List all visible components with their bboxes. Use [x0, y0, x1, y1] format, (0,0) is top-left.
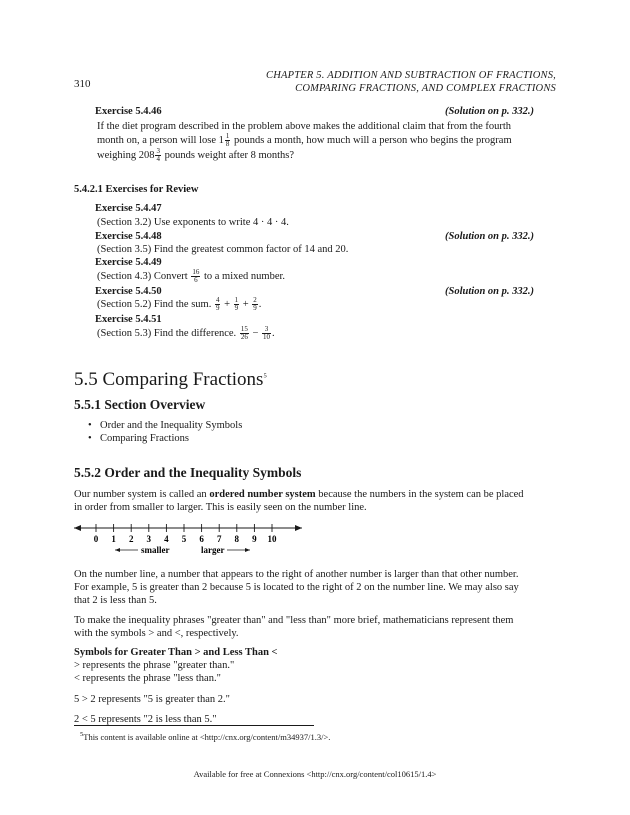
fraction — [252, 297, 258, 312]
number-line-tick-label: 7 — [216, 534, 222, 544]
overview-heading: 5.5.1 Section Overview — [74, 397, 206, 412]
example-less: 2 < 5 represents "2 is less than 5." — [74, 714, 217, 725]
number-line-tick-label: 2 — [128, 534, 134, 544]
paragraph-line: On the number line, a number that appears to the right of another number is larger than that other number. — [74, 569, 519, 580]
section-heading — [74, 369, 267, 391]
number-line-tick-label: 1 — [111, 534, 116, 544]
symbols-definitions — [74, 659, 234, 685]
number-line-tick-label: 10 — [267, 534, 277, 544]
footnote-divider — [74, 725, 314, 726]
text-run: Our number system is called an — [74, 489, 210, 500]
text-run: (Section 5.3) Find the difference. — [97, 327, 239, 339]
fraction — [155, 148, 161, 163]
text-run: (Section 5.2) Find the sum. — [97, 298, 214, 310]
exercise-5-4-48-text: (Section 3.5) Find the greatest common factor of 14 and 20. — [97, 244, 349, 255]
footnote — [80, 731, 330, 742]
fraction — [234, 297, 240, 312]
text-run: weighing 208 — [97, 149, 155, 161]
symbol-definition: > represents the phrase "greater than." — [74, 660, 235, 671]
period: . — [271, 327, 275, 339]
exercise-5-4-50-solution-link[interactable]: (Solution on p. 332.) — [445, 286, 534, 297]
number-line-tick-label: 0 — [93, 534, 99, 544]
order-heading: 5.5.2 Order and the Inequality Symbols — [74, 465, 302, 480]
minus-sign: − — [249, 327, 261, 339]
exercise-5-4-47-text: (Section 3.2) Use exponents to write 4 · 4 · 4. — [97, 217, 289, 228]
footnote-text[interactable]: This content is available online at <http://cnx.org/content/m34937/1.3/>. — [83, 731, 331, 742]
paragraph-line: For example, 5 is greater than 2 because 5 is located to the right of 2 on the number line. We may also say — [74, 582, 519, 593]
number-line-tick-label: 8 — [234, 534, 240, 544]
footnote-marker[interactable]: 5 — [263, 372, 267, 380]
exercise-5-4-50-text — [97, 297, 261, 312]
text-run: month on, a person will lose 1 — [97, 134, 224, 146]
text-run: because the numbers in the system can be placed — [315, 489, 524, 500]
exercise-5-4-46-line2 — [97, 133, 567, 148]
exercise-5-4-51-text — [97, 326, 275, 341]
text-run: to a mixed number. — [201, 270, 286, 282]
exercise-5-4-50-title: Exercise 5.4.50 — [95, 286, 162, 297]
number-line-tick-label: 3 — [146, 534, 152, 544]
period: . — [258, 298, 262, 310]
paragraph-ordered-system — [74, 488, 559, 514]
plus-sign: + — [221, 298, 233, 310]
fraction-numerator: 4 — [215, 296, 220, 304]
fraction-denominator: 26 — [240, 333, 248, 341]
fraction-numerator: 1 — [225, 132, 230, 140]
fraction-numerator: 3 — [156, 147, 160, 155]
text-run: pounds weight after 8 months? — [161, 149, 295, 161]
symbols-heading: Symbols for Greater Than > and Less Than < — [74, 647, 278, 658]
fraction-numerator: 1 — [234, 296, 239, 304]
number-line — [70, 517, 310, 561]
fraction-denominator: 10 — [262, 333, 270, 341]
number-line-tick-label: 5 — [181, 534, 187, 544]
larger-label: larger — [201, 545, 225, 555]
number-line-tick-label: 6 — [199, 534, 204, 544]
exercise-5-4-46-body — [97, 120, 567, 163]
number-line-tick-label: 4 — [164, 534, 169, 544]
paragraph-line: in order from smaller to larger. This is easily seen on the number line. — [74, 502, 367, 513]
plus-sign: + — [240, 298, 252, 310]
chapter-header — [176, 69, 556, 95]
fraction-denominator: 9 — [234, 304, 239, 312]
fraction-numerator: 2 — [253, 296, 257, 304]
paragraph-line: that 2 is less than 5. — [74, 595, 157, 606]
exercise-5-4-46-solution-link[interactable]: (Solution on p. 332.) — [445, 106, 534, 117]
paragraph-line: To make the inequality phrases "greater than" and "less than" more brief, mathematicians represent them — [74, 615, 514, 626]
fraction — [262, 326, 271, 341]
overview-list — [88, 419, 242, 445]
list-item: • Comparing Fractions — [88, 432, 242, 445]
exercise-5-4-49-text — [97, 269, 285, 284]
fraction-denominator: 9 — [253, 304, 257, 312]
list-item: • Order and the Inequality Symbols — [88, 419, 242, 432]
fraction-denominator: 9 — [215, 304, 220, 312]
fraction-numerator: 16 — [192, 268, 200, 276]
fraction-denominator: 4 — [156, 155, 160, 163]
paragraph-line — [74, 488, 559, 501]
number-line-tick-label: 9 — [252, 534, 257, 544]
fraction — [215, 297, 221, 312]
fraction-numerator: 3 — [262, 326, 271, 334]
page-footer[interactable]: Available for free at Connexions <http://cnx.org/content/col10615/1.4> — [193, 769, 437, 779]
fraction-numerator: 15 — [240, 325, 248, 333]
exercise-5-4-51-title: Exercise 5.4.51 — [95, 314, 162, 325]
text-run: pounds a month, how much will a person who begins the program — [231, 134, 512, 146]
chapter-header-line2: COMPARING FRACTIONS, AND COMPLEX FRACTIONS — [295, 83, 556, 94]
page-number: 310 — [74, 78, 91, 90]
fraction — [240, 326, 249, 341]
fraction — [191, 269, 200, 284]
exercise-5-4-46-line1: If the diet program described in the problem above makes the additional claim that from the fourth — [97, 121, 512, 132]
exercise-5-4-48-title: Exercise 5.4.48 — [95, 231, 162, 242]
smaller-label: smaller — [141, 545, 170, 555]
section-heading-text: 5.5 Comparing Fractions — [74, 369, 264, 390]
exercise-5-4-46-title: Exercise 5.4.46 — [95, 106, 162, 117]
exercise-5-4-49-title: Exercise 5.4.49 — [95, 257, 162, 268]
chapter-header-line1: CHAPTER 5. ADDITION AND SUBTRACTION OF FRACTIONS, — [265, 70, 556, 81]
exercise-5-4-48-solution-link[interactable]: (Solution on p. 332.) — [445, 231, 534, 242]
fraction-denominator: 8 — [225, 140, 230, 148]
paragraph-number-line — [74, 568, 564, 607]
symbol-definition: < represents the phrase "less than." — [74, 673, 221, 684]
fraction-denominator: 6 — [194, 276, 198, 284]
text-run: (Section 4.3) Convert — [97, 270, 191, 282]
review-heading: 5.4.2.1 Exercises for Review — [74, 184, 199, 195]
exercise-5-4-46-line3 — [97, 148, 567, 163]
fraction — [225, 133, 231, 148]
exercise-5-4-47-title: Exercise 5.4.47 — [95, 203, 162, 214]
example-greater: 5 > 2 represents "5 is greater than 2." — [74, 694, 230, 705]
footnote-number: 5 — [80, 731, 84, 738]
paragraph-line: with the symbols > and <, respectively. — [74, 628, 239, 639]
bold-term: ordered number system — [209, 489, 316, 500]
paragraph-inequality — [74, 614, 564, 640]
